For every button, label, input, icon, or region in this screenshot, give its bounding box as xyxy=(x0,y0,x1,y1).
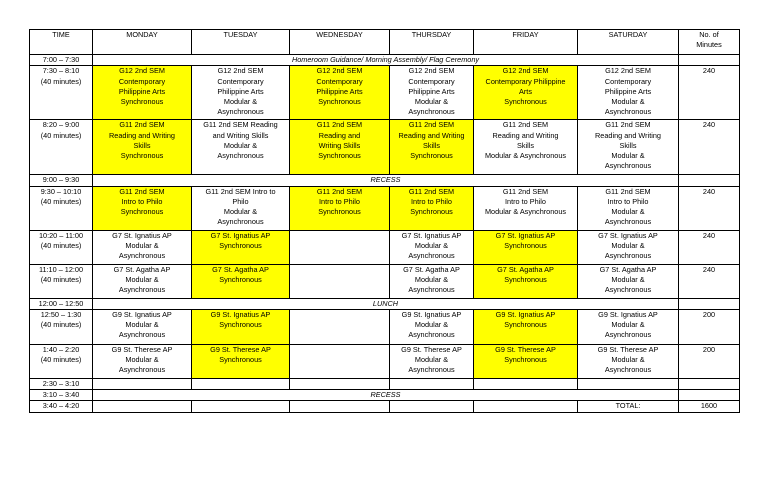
class-cell-monday: G9 St. Ignatius AP Modular & Asynchronous xyxy=(93,309,192,344)
header-monday: MONDAY xyxy=(93,30,192,55)
class-cell-wednesday: G11 2nd SEM Intro to Philo Synchronous xyxy=(290,186,390,230)
lunch-banner: LUNCH xyxy=(93,298,679,309)
time-cell: 2:30 – 3:10 xyxy=(30,378,93,389)
minutes-cell xyxy=(679,390,740,401)
time-cell: 9:00 – 9:30 xyxy=(30,175,93,186)
minutes-cell: 240 xyxy=(679,66,740,120)
class-cell-tuesday: G9 St. Ignatius AP Synchronous xyxy=(192,309,290,344)
minutes-cell xyxy=(679,55,740,66)
class-cell-thursday: G11 2nd SEM Intro to Philo Synchronous xyxy=(390,186,474,230)
class-cell-tuesday: G11 2nd SEM Intro to Philo Modular & Asynchronous xyxy=(192,186,290,230)
row-homeroom xyxy=(30,55,740,66)
row-period-2 xyxy=(30,120,740,175)
row-period-7 xyxy=(30,344,740,378)
header-tuesday: TUESDAY xyxy=(192,30,290,55)
class-cell-monday: G11 2nd SEM Intro to Philo Synchronous xyxy=(93,186,192,230)
class-cell-thursday: G7 St. Agatha AP Modular & Asynchronous xyxy=(390,264,474,298)
class-cell-saturday: G9 St. Therese AP Modular & Asynchronous xyxy=(578,344,679,378)
time-cell: 7:00 – 7:30 xyxy=(30,55,93,66)
class-cell-wednesday xyxy=(290,264,390,298)
row-period-5 xyxy=(30,264,740,298)
time-cell: 3:40 – 4:20 xyxy=(30,401,93,412)
class-cell-friday: G9 St. Ignatius AP Synchronous xyxy=(474,309,578,344)
row-total xyxy=(30,401,740,412)
row-recess-2 xyxy=(30,390,740,401)
minutes-cell xyxy=(679,175,740,186)
time-cell: 1:40 – 2:20 (40 minutes) xyxy=(30,344,93,378)
class-cell-friday: G11 2nd SEM Reading and Writing Skills Modular & Asynchronous xyxy=(474,120,578,175)
time-cell: 12:50 – 1:30 (40 minutes) xyxy=(30,309,93,344)
class-cell-friday: G12 2nd SEM Contemporary Philippine Arts Synchronous xyxy=(474,66,578,120)
minutes-cell: 200 xyxy=(679,344,740,378)
class-cell-friday: G7 St. Ignatius AP Synchronous xyxy=(474,230,578,264)
class-cell-saturday: G12 2nd SEM Contemporary Philippine Arts Modular & Asynchronous xyxy=(578,66,679,120)
time-cell: 10:20 – 11:00 (40 minutes) xyxy=(30,230,93,264)
header-minutes: No. of Minutes xyxy=(679,30,740,55)
class-cell-tuesday: G7 St. Ignatius AP Synchronous xyxy=(192,230,290,264)
homeroom-banner: Homeroom Guidance/ Morning Assembly/ Flag Ceremony xyxy=(93,55,679,66)
header-thursday: THURSDAY xyxy=(390,30,474,55)
minutes-cell: 240 xyxy=(679,230,740,264)
class-cell-wednesday xyxy=(290,309,390,344)
time-cell: 3:10 – 3:40 xyxy=(30,390,93,401)
time-cell: 11:10 – 12:00 (40 minutes) xyxy=(30,264,93,298)
class-cell-wednesday: G11 2nd SEM Reading and Writing Skills Synchronous xyxy=(290,120,390,175)
row-lunch xyxy=(30,298,740,309)
minutes-cell: 200 xyxy=(679,309,740,344)
class-cell-friday: G9 St. Therese AP Synchronous xyxy=(474,344,578,378)
row-period-4 xyxy=(30,230,740,264)
class-cell-monday: G12 2nd SEM Contemporary Philippine Arts Synchronous xyxy=(93,66,192,120)
header-row xyxy=(30,30,740,55)
recess-banner: RECESS xyxy=(93,175,679,186)
class-cell-thursday: G9 St. Therese AP Modular & Asynchronous xyxy=(390,344,474,378)
class-cell-monday: G7 St. Ignatius AP Modular & Asynchronous xyxy=(93,230,192,264)
class-cell-thursday: G7 St. Ignatius AP Modular & Asynchronous xyxy=(390,230,474,264)
class-cell-monday: G7 St. Agatha AP Modular & Asynchronous xyxy=(93,264,192,298)
class-cell-thursday: G9 St. Ignatius AP Modular & Asynchronous xyxy=(390,309,474,344)
class-cell-thursday: G12 2nd SEM Contemporary Philippine Arts Modular & Asynchronous xyxy=(390,66,474,120)
class-cell-saturday: G11 2nd SEM Intro to Philo Modular & Asynchronous xyxy=(578,186,679,230)
class-cell-thursday: G11 2nd SEM Reading and Writing Skills Synchronous xyxy=(390,120,474,175)
class-cell-saturday: G9 St. Ignatius AP Modular & Asynchronous xyxy=(578,309,679,344)
total-value: 1600 xyxy=(679,401,740,412)
time-cell: 9:30 – 10:10 (40 minutes) xyxy=(30,186,93,230)
class-cell-friday: G11 2nd SEM Intro to Philo Modular & Asynchronous xyxy=(474,186,578,230)
row-recess-1 xyxy=(30,175,740,186)
time-cell: 8:20 – 9:00 (40 minutes) xyxy=(30,120,93,175)
row-empty xyxy=(30,378,740,389)
class-cell-tuesday: G9 St. Therese AP Synchronous xyxy=(192,344,290,378)
class-cell-wednesday xyxy=(290,344,390,378)
row-period-1 xyxy=(30,66,740,120)
class-cell-wednesday xyxy=(290,230,390,264)
class-cell-wednesday: G12 2nd SEM Contemporary Philippine Arts Synchronous xyxy=(290,66,390,120)
class-cell-tuesday: G7 St. Agatha AP Synchronous xyxy=(192,264,290,298)
recess-banner: RECESS xyxy=(93,390,679,401)
class-cell-saturday: G7 St. Agatha AP Modular & Asynchronous xyxy=(578,264,679,298)
class-cell-saturday: G7 St. Ignatius AP Modular & Asynchronous xyxy=(578,230,679,264)
minutes-cell: 240 xyxy=(679,186,740,230)
class-cell-monday: G9 St. Therese AP Modular & Asynchronous xyxy=(93,344,192,378)
class-cell-saturday: G11 2nd SEM Reading and Writing Skills Modular & Asynchronous xyxy=(578,120,679,175)
time-cell: 12:00 – 12:50 xyxy=(30,298,93,309)
class-cell-monday: G11 2nd SEM Reading and Writing Skills Synchronous xyxy=(93,120,192,175)
row-period-6 xyxy=(30,309,740,344)
class-cell-tuesday: G11 2nd SEM Reading and Writing Skills Modular & Asynchronous xyxy=(192,120,290,175)
class-cell-friday: G7 St. Agatha AP Synchronous xyxy=(474,264,578,298)
minutes-cell xyxy=(679,298,740,309)
class-cell-tuesday: G12 2nd SEM Contemporary Philippine Arts Modular & Asynchronous xyxy=(192,66,290,120)
header-saturday: SATURDAY xyxy=(578,30,679,55)
minutes-cell: 240 xyxy=(679,264,740,298)
header-friday: FRIDAY xyxy=(474,30,578,55)
header-wednesday: WEDNESDAY xyxy=(290,30,390,55)
time-cell: 7:30 – 8:10 (40 minutes) xyxy=(30,66,93,120)
row-period-3 xyxy=(30,186,740,230)
minutes-cell: 240 xyxy=(679,120,740,175)
schedule-table xyxy=(29,29,740,413)
total-label: TOTAL: xyxy=(578,401,679,412)
header-time: TIME xyxy=(30,30,93,55)
